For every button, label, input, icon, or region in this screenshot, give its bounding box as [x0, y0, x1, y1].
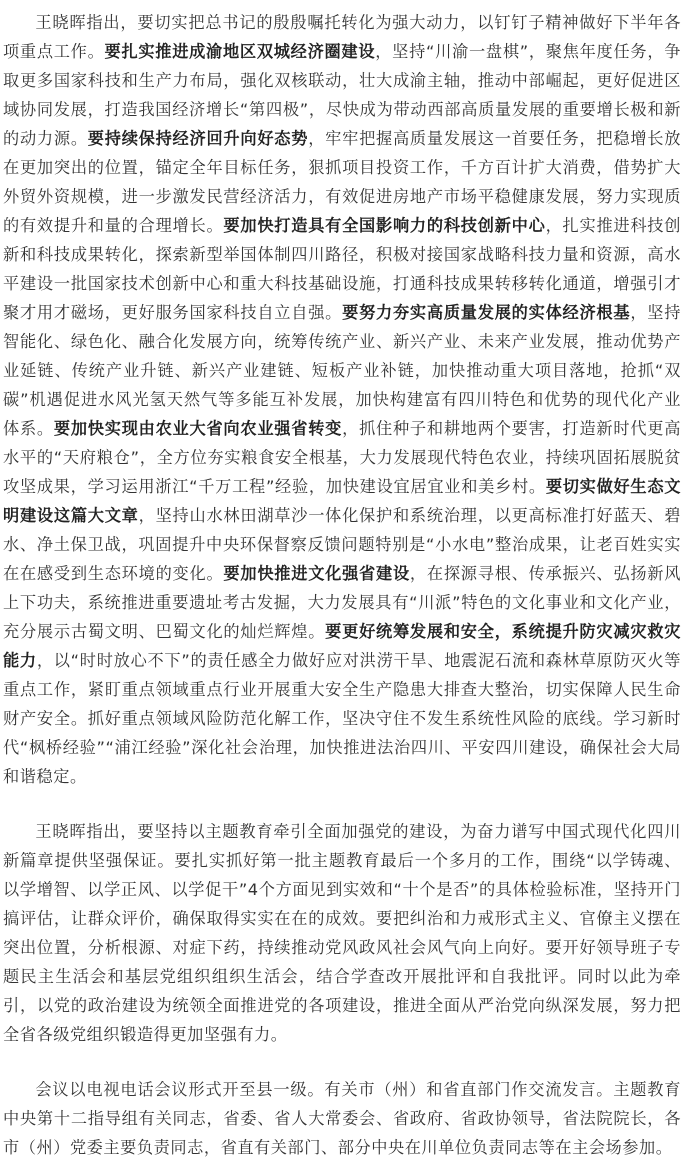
key-task-heading: 要加快推进文化强省建设 [223, 564, 410, 583]
paragraph-text: 王晓晖指出，要切实把总书记的殷殷嘱托转化为强大动力，以钉钉子精神做好下半年各项重点工作。 [3, 13, 681, 61]
key-task-heading: 要切实做好生态文明建设这篇大文章 [3, 477, 681, 525]
article-paragraph [3, 1075, 681, 1162]
paragraph-text: ，抓住种子和耕地两个要害，打造新时代更高水平的“天府粮仓”，全方位夯实粮食安全根基，大力发展现代特色农业，持续巩固拓展脱贫攻坚成果，学习运用浙江“千万工程”经验，加快建设宜居宜业和美乡村。 [3, 419, 681, 496]
key-task-heading: 要努力夯实高质量发展的实体经济根基 [342, 303, 631, 322]
paragraph-text: ，牢牢把握高质量发展这一首要任务，把稳增长放在更加突出的位置，锚定全年目标任务，狠抓项目投资工作，千方百计扩大消费，借势扩大外贸外资规模，进一步激发民营经济活力，有效促进房地产市场平稳健康发展，努力实现质的有效提升和量的合理增长。 [3, 129, 681, 235]
paragraph-text: ，坚持“川渝一盘棋”，聚焦年度任务，争取更多国家科技和生产力布局，强化双核联动，壮大成渝主轴，推动中部崛起，更好促进区域协同发展，打造我国经济增长“第四极”，尽快成为带动西部高质量发展的重要增长极和新的动力源。 [3, 42, 681, 148]
key-task-heading: 要加快打造具有全国影响力的科技创新中心 [223, 216, 546, 235]
article-paragraph [3, 8, 681, 791]
key-task-heading: 要持续保持经济回升向好态势 [87, 129, 309, 148]
paragraph-text: ，坚持山水林田湖草沙一体化保护和系统治理，以更高标准打好蓝天、碧水、净土保卫战，巩固提升中央环保督察反馈问题特别是“小水电”整治成果，让老百姓实实在在感受到生态环境的变化。 [3, 506, 681, 583]
paragraph-text: 王晓晖指出，要坚持以主题教育牵引全面加强党的建设，为奋力谱写中国式现代化四川新篇章提供坚强保证。要扎实抓好第一批主题教育最后一个多月的工作，围绕“以学铸魂、以学增智、以学正风、以学促干”4个方面见到实效和“十个是否”的具体检验标准，坚持开门搞评估，让群众评价，确保取得实实在在的成效。要把纠治和力戒形式主义、官僚主义摆在突出位置，分析根源、对症下药，持续推动党风政风社会风气向上向好。要开好领导班子专题民主生活会和基层党组织组织生活会，结合学查改开展批评和自我批评。同时以此为牵引，以党的政治建设为统领全面推进党的各项建设，推进全面从严治党向纵深发展，努力把全省各级党组织锻造得更加坚强有力。 [3, 822, 681, 1044]
key-task-heading: 要扎实推进成渝地区双城经济圈建设 [104, 42, 376, 61]
article-paragraph [3, 817, 681, 1049]
paragraph-text: ，扎实推进科技创新和科技成果转化，探索新型举国体制四川路径，积极对接国家战略科技力量和资源，高水平建设一批国家技术创新中心和重大科技基础设施，打通科技成果转移转化通道，增强引才聚才用才磁场，更好服务国家科技自立自强。 [3, 216, 682, 322]
paragraph-text: ，以“时时放心不下”的责任感全力做好应对洪涝干旱、地震泥石流和森林草原防灭火等重点工作，紧盯重点领域重点行业开展重大安全生产隐患大排查大整治，切实保障人民生命财产安全。抓好重点领域风险防范化解工作，坚决守住不发生系统性风险的底线。学习新时代“枫桥经验”“浦江经验”深化社会治理，加快推进法治四川、平安四川建设，确保社会大局和谐稳定。 [3, 651, 681, 786]
paragraph-text: ，在探源寻根、传承振兴、弘扬新风上下功夫，系统推进重要遗址考古发掘，大力发展具有“川派”特色的文化事业和文化产业，充分展示古蜀文明、巴蜀文化的灿烂辉煌。 [3, 564, 681, 641]
paragraph-text: ，坚持智能化、绿色化、融合化发展方向，统筹传统产业、新兴产业、未来产业发展，推动优势产业延链、传统产业升链、新兴产业建链、短板产业补链，加快推动重大项目落地，抢抓“双碳”机遇促进水风光氢天然气等多能互补发展，加快构建富有四川特色和优势的现代化产业体系。 [3, 303, 681, 438]
key-task-heading: 要更好统筹发展和安全，系统提升防灾减灾救灾能力 [3, 622, 681, 670]
paragraph-text: 会议以电视电话会议形式开至县一级。有关市（州）和省直部门作交流发言。主题教育中央第十二指导组有关同志，省委、省人大常委会、省政府、省政协领导，省法院院长，各市（州）党委主要负责同志，省直有关部门、部分中央在川单位负责同志等在主会场参加。 [3, 1080, 681, 1157]
key-task-heading: 要加快实现由农业大省向农业强省转变 [53, 419, 343, 438]
